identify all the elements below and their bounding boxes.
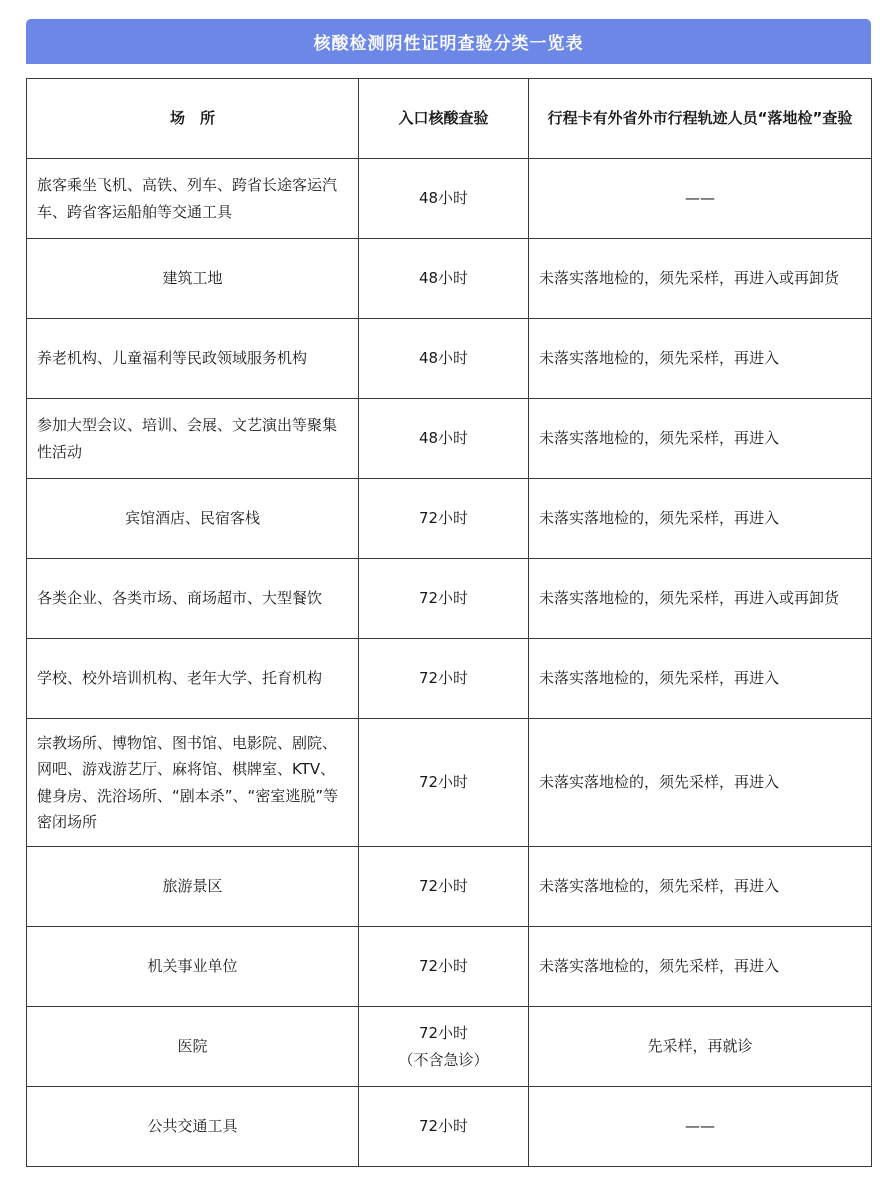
place-cell: 各类企业、各类市场、商场超市、大型餐饮 <box>27 559 359 639</box>
entry-check-note: （不含急诊） <box>398 1050 489 1069</box>
table-row <box>27 239 872 319</box>
landing-check-cell: 未落实落地检的，须先采样，再进入 <box>529 927 872 1007</box>
entry-check-cell: 72小时 <box>359 559 529 639</box>
landing-check-cell: —— <box>529 159 872 239</box>
entry-check-cell: 48小时 <box>359 319 529 399</box>
place-cell: 养老机构、儿童福利等民政领域服务机构 <box>27 319 359 399</box>
verification-table <box>26 78 872 1167</box>
place-cell: 旅游景区 <box>27 847 359 927</box>
entry-check-cell <box>359 1007 529 1087</box>
landing-check-cell: 未落实落地检的，须先采样，再进入 <box>529 319 872 399</box>
entry-check-cell: 72小时 <box>359 1087 529 1167</box>
landing-check-cell: 先采样，再就诊 <box>529 1007 872 1087</box>
landing-check-cell: 未落实落地检的，须先采样，再进入 <box>529 639 872 719</box>
landing-check-cell: 未落实落地检的，须先采样，再进入 <box>529 479 872 559</box>
table-row <box>27 847 872 927</box>
table-row <box>27 927 872 1007</box>
table-row <box>27 1007 872 1087</box>
entry-check-cell: 48小时 <box>359 399 529 479</box>
table-row <box>27 319 872 399</box>
place-cell: 建筑工地 <box>27 239 359 319</box>
entry-check-hours: 72小时 <box>418 1024 469 1043</box>
table-row <box>27 719 872 847</box>
place-cell: 公共交通工具 <box>27 1087 359 1167</box>
place-cell: 学校、校外培训机构、老年大学、托育机构 <box>27 639 359 719</box>
place-cell: 宗教场所、博物馆、图书馆、电影院、剧院、网吧、游戏游艺厅、麻将馆、棋牌室、KTV、健身房、洗浴场所、“剧本杀”、“密室逃脱”等密闭场所 <box>27 719 359 847</box>
entry-check-cell: 48小时 <box>359 239 529 319</box>
place-cell: 宾馆酒店、民宿客栈 <box>27 479 359 559</box>
entry-check-cell: 48小时 <box>359 159 529 239</box>
header-landing-check: 行程卡有外省外市行程轨迹人员“落地检”查验 <box>529 79 872 159</box>
entry-check-cell: 72小时 <box>359 847 529 927</box>
table-row <box>27 559 872 639</box>
place-cell: 旅客乘坐飞机、高铁、列车、跨省长途客运汽车、跨省客运船舶等交通工具 <box>27 159 359 239</box>
table-title-banner <box>26 19 871 64</box>
table-row <box>27 639 872 719</box>
header-place: 场 所 <box>27 79 359 159</box>
table-row <box>27 1087 872 1167</box>
entry-check-cell: 72小时 <box>359 927 529 1007</box>
landing-check-cell: 未落实落地检的，须先采样，再进入 <box>529 847 872 927</box>
table-row <box>27 159 872 239</box>
landing-check-cell: 未落实落地检的，须先采样，再进入或再卸货 <box>529 559 872 639</box>
landing-check-cell: 未落实落地检的，须先采样，再进入 <box>529 719 872 847</box>
landing-check-cell: 未落实落地检的，须先采样，再进入 <box>529 399 872 479</box>
entry-check-cell: 72小时 <box>359 479 529 559</box>
landing-check-cell: 未落实落地检的，须先采样，再进入或再卸货 <box>529 239 872 319</box>
header-row <box>27 79 872 159</box>
table-row <box>27 399 872 479</box>
place-cell: 医院 <box>27 1007 359 1087</box>
table-row <box>27 479 872 559</box>
table-title: 核酸检测阴性证明查验分类一览表 <box>313 34 584 54</box>
place-cell: 机关事业单位 <box>27 927 359 1007</box>
entry-check-cell: 72小时 <box>359 639 529 719</box>
entry-check-cell: 72小时 <box>359 719 529 847</box>
place-cell: 参加大型会议、培训、会展、文艺演出等聚集性活动 <box>27 399 359 479</box>
landing-check-cell: —— <box>529 1087 872 1167</box>
header-entry-check: 入口核酸查验 <box>359 79 529 159</box>
